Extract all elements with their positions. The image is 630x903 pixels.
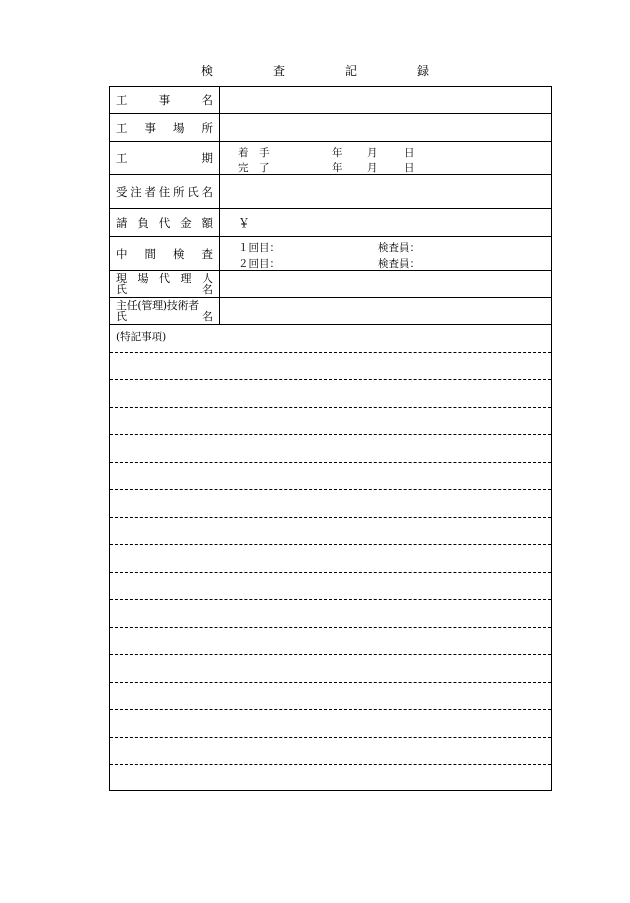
end-year: 年 bbox=[332, 162, 343, 174]
row-interim-inspection bbox=[110, 237, 551, 271]
label-period: 工 期 bbox=[110, 142, 220, 174]
end-month: 月 bbox=[367, 162, 378, 174]
notes-line bbox=[110, 407, 551, 408]
label-interim-inspection: 中 間 検 査 bbox=[110, 237, 220, 270]
document-title: 検 査 記 録 bbox=[200, 64, 453, 78]
field-contractor[interactable] bbox=[220, 175, 551, 208]
notes-line bbox=[110, 737, 551, 738]
notes-line bbox=[110, 544, 551, 545]
field-site-agent[interactable] bbox=[220, 271, 551, 297]
notes-line bbox=[110, 379, 551, 380]
notes-line bbox=[110, 517, 551, 518]
row-contract-amount bbox=[110, 209, 551, 237]
inspection-record-form bbox=[109, 86, 552, 791]
second-inspector-label: 検査員： bbox=[378, 258, 420, 270]
second-inspection-label: ２回目： bbox=[238, 258, 280, 270]
field-project-site[interactable] bbox=[220, 114, 551, 141]
field-contract-amount[interactable] bbox=[220, 209, 551, 236]
row-chief-engineer bbox=[110, 298, 551, 325]
notes-line bbox=[110, 572, 551, 573]
start-year: 年 bbox=[332, 147, 343, 159]
notes-line bbox=[110, 434, 551, 435]
notes-label: (特記事項) bbox=[116, 331, 167, 343]
label-chief-engineer: 主任(管理)技術者 氏 名 bbox=[110, 298, 220, 324]
notes-line bbox=[110, 352, 551, 353]
row-contractor bbox=[110, 175, 551, 209]
field-chief-engineer[interactable] bbox=[220, 298, 551, 324]
end-day: 日 bbox=[404, 162, 415, 174]
label-site-agent: 現 場 代 理 人 氏 名 bbox=[110, 271, 220, 297]
notes-line bbox=[110, 682, 551, 683]
notes-line bbox=[110, 654, 551, 655]
first-inspector-label: 検査員： bbox=[378, 242, 420, 254]
notes-line bbox=[110, 709, 551, 710]
start-month: 月 bbox=[367, 147, 378, 159]
notes-area[interactable] bbox=[110, 325, 551, 790]
notes-line bbox=[110, 599, 551, 600]
notes-line bbox=[110, 627, 551, 628]
label-project-site: 工 事 場 所 bbox=[110, 114, 220, 141]
notes-line bbox=[110, 462, 551, 463]
field-project-name[interactable] bbox=[220, 87, 551, 113]
label-contract-amount: 請 負 代 金 額 bbox=[110, 209, 220, 236]
field-interim-inspection[interactable] bbox=[220, 237, 551, 270]
start-label: 着 手 bbox=[238, 147, 270, 159]
row-project-name bbox=[110, 87, 551, 114]
row-project-site bbox=[110, 114, 551, 142]
field-period[interactable] bbox=[220, 142, 551, 174]
row-period bbox=[110, 142, 551, 175]
first-inspection-label: １回目： bbox=[238, 242, 280, 254]
yen-symbol: ￥ bbox=[238, 216, 251, 230]
notes-line bbox=[110, 489, 551, 490]
row-site-agent bbox=[110, 271, 551, 298]
label-project-name: 工 事 名 bbox=[110, 87, 220, 113]
start-day: 日 bbox=[404, 147, 415, 159]
notes-line bbox=[110, 764, 551, 765]
label-contractor: 受 注 者 住 所 氏 名 bbox=[110, 175, 220, 208]
end-label: 完 了 bbox=[238, 162, 270, 174]
